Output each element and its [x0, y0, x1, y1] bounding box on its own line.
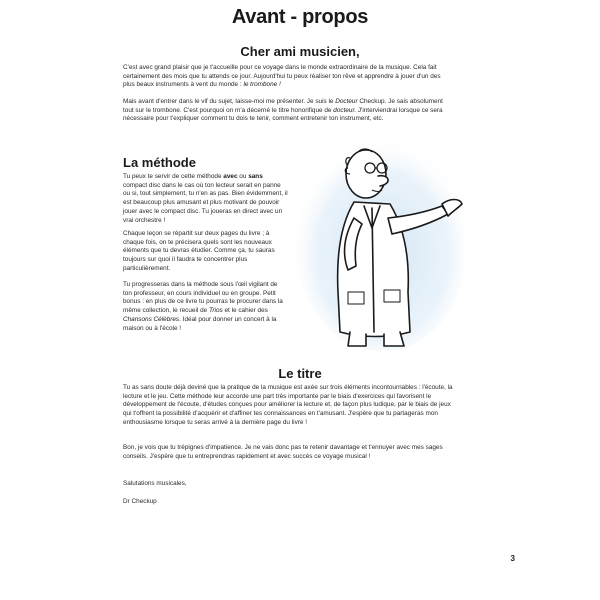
- methode-paragraph-3: Tu progresseras dans la méthode sous l'œil vigilant de ton professeur, en cours individuel ou en groupe. Petit bonus : en plus de ce livre tu pourras te procurer dans la même collection, le recueil de Trios et le cahier des Chansons Célèbres. Idéal pour donner un concert à la maison ou à l'école !: [123, 281, 283, 332]
- methode-paragraph-1: Tu peux te servir de cette méthode avec ou sans compact disc dans le cas où ton lecteur serait en panne ou si, tout simplement, tu n'en as pas. Bien évidemment, il est beaucoup plus amusant et plus motivant de pouvoir jouer avec le compact disc. Tu joueras en direct avec un vrai orchestre !: [123, 173, 288, 224]
- greeting-heading: Cher ami musicien,: [240, 44, 360, 59]
- salutation: Salutations musicales,: [123, 480, 187, 487]
- page-number: 3: [510, 554, 515, 563]
- titre-paragraph-2: Bon, je vois que tu trépignes d'impatience. Je ne vais donc pas te retenir davantage et t'ennuyer avec mes sages conseils. J'espère que tu entreprendras rapidement et avec succès ce voyage musical !: [123, 444, 443, 460]
- greeting-paragraph-2: Mais avant d'entrer dans le vif du sujet, laisse-moi me présenter. Je suis le Docteur Checkup. Je sais absolument tout sur le trombone. C'est pourquoi on m'a décerné le titre honorifique de docteur. J'interviendrai lorsque ce sera nécessaire pour t'expliquer comment tu dois te tenir, comment entretenir ton instrument, etc.: [123, 98, 443, 123]
- greeting-paragraph-1: C'est avec grand plaisir que je t'accueille pour ce voyage dans le monde extraordinaire de la musique. Cela fait certainement des mois que tu attends ce jour. Aujourd'hui tu peux réaliser ton rêve et apprendre à jouer d'un des plus beaux instruments à vent du monde : le trombone !: [123, 64, 441, 89]
- methode-heading: La méthode: [123, 155, 196, 170]
- page-title: Avant - propos: [231, 6, 369, 28]
- titre-paragraph-1: Tu as sans doute déjà deviné que la pratique de la musique est axée sur trois éléments incontournables : l'écoute, la lecture et le jeu. Cette méthode leur accorde une part très importante par le biais d'exercices qui favorisent le développement de l'écoute, d'études conçues pour améliorer la lecture et, de façon plus ludique, par le biais de jeux qui t'offrent la possibilité d'acquérir et d'affiner tes connaissances en t'amusant. J'espère que tu partageras mon enthousiasme lorsque tu seras arrivé à la dernière page du livre !: [123, 384, 453, 426]
- signature: Dr Checkup: [123, 498, 157, 505]
- methode-paragraph-2: Chaque leçon se répartit sur deux pages du livre ; à chaque fois, on te précisera quels sont les nouveaux éléments que tu devras étudier. Comme ça, tu sauras toujours sur quoi il faudra te concentrer plus particulièrement.: [123, 230, 275, 272]
- doctor-checkup-illustration: [292, 132, 464, 350]
- titre-heading: Le titre: [278, 366, 322, 381]
